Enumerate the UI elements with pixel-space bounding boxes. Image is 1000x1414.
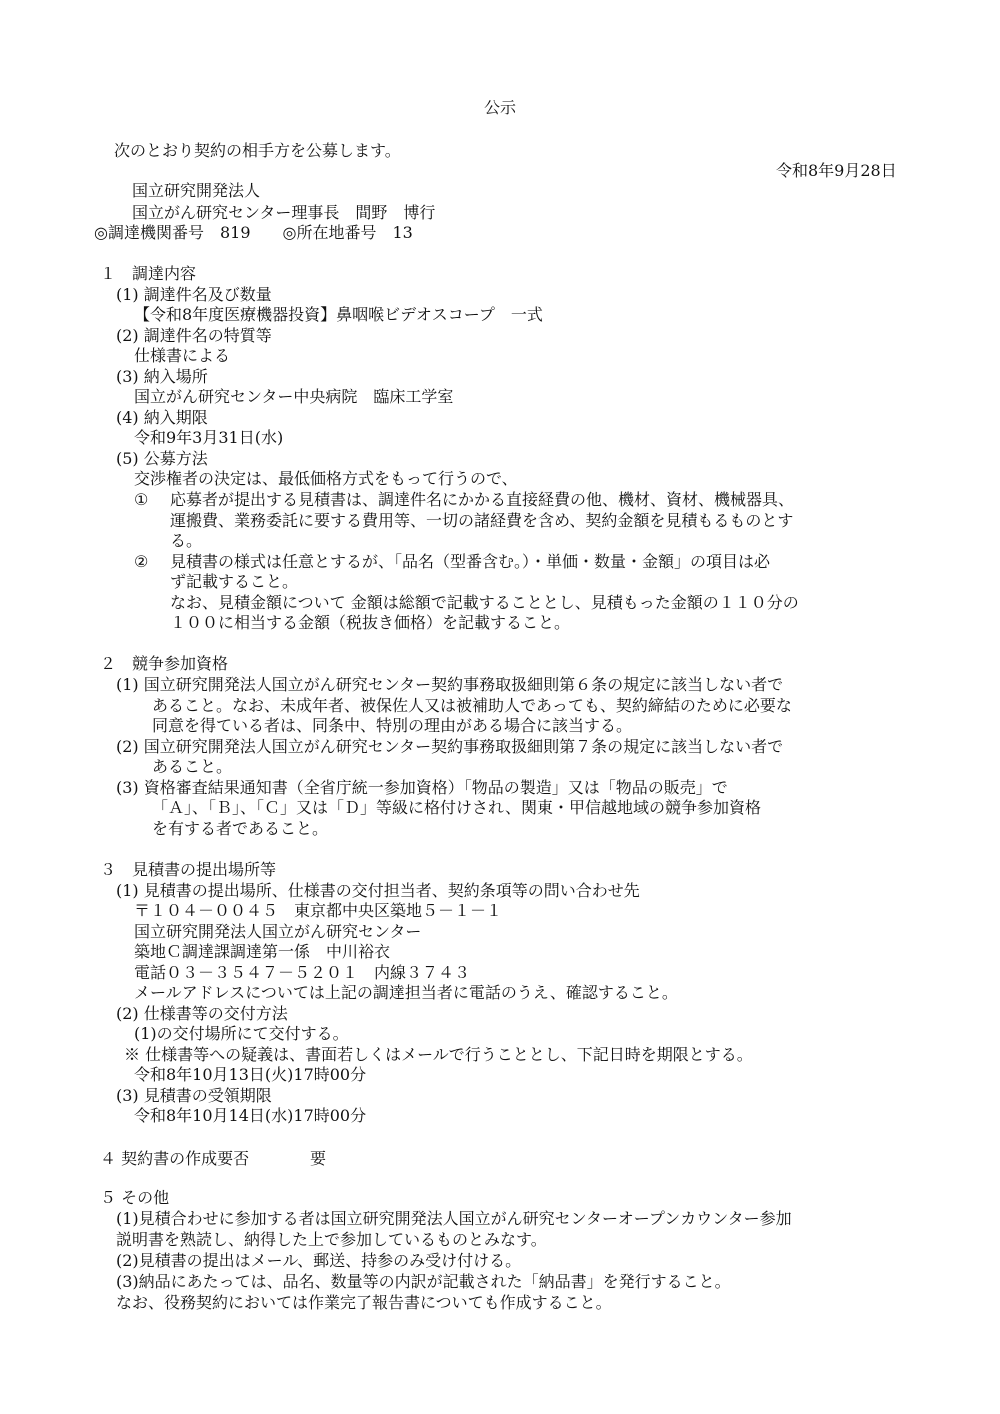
section-2-heading: ２ 競争参加資格 (100, 654, 229, 673)
s3-item2-note: ※ 仕様書等への疑義は、書面若しくはメールで行うこととし、下記日時を期限とする。 (124, 1045, 753, 1064)
s3-item1-label: (1) 見積書の提出場所、仕様書の交付担当者、契約条項等の問い合わせ先 (116, 881, 640, 900)
s1-item3-label: (3) 納入場所 (116, 367, 208, 386)
s1-item3-value: 国立がん研究センター中央病院 臨床工学室 (134, 387, 454, 406)
section-3-heading: ３ 見積書の提出場所等 (100, 860, 277, 879)
s2-p1-line-2: あること。なお、未成年者、被保佐人又は被補助人であっても、契約締結のために必要な (152, 696, 792, 715)
s3-org: 国立研究開発法人国立がん研究センター (134, 922, 422, 941)
s1-item4-value: 令和9年3月31日(水) (134, 428, 284, 447)
s1-item1-value: 【令和8年度医療機器投資】鼻咽喉ビデオスコープ 一式 (134, 305, 543, 324)
s5-p3-line-2: なお、役務契約においては作業完了報告書についても作成すること。 (116, 1293, 612, 1312)
s5-p2: (2)見積書の提出はメール、郵送、持参のみ受け付ける。 (116, 1251, 522, 1270)
s3-mail-note: メールアドレスについては上記の調達担当者に電話のうえ、確認すること。 (134, 983, 678, 1002)
s2-p2-line-2: あること。 (152, 757, 233, 776)
s3-address: 〒１０４－００４５ 東京都中央区築地５－１－１ (134, 901, 503, 920)
clause-2-line-1: 見積書の様式は任意とするが、「品名（型番含む。）・単価・数量・金額」の項目は必 (170, 552, 771, 571)
section-5-heading: ５ その他 (100, 1188, 170, 1207)
agency-codes: ◎調達機関番号 819 ◎所在地番号 13 (94, 223, 413, 242)
s1-item2-label: (2) 調達件名の特質等 (116, 326, 272, 345)
s1-item2-value: 仕様書による (134, 346, 231, 365)
s5-p1-line-1: (1)見積合わせに参加する者は国立研究開発法人国立がん研究センターオープンカウンター参加 (116, 1209, 792, 1228)
s3-phone: 電話０３－３５４７－５２０１ 内線３７４３ (134, 963, 471, 982)
s2-p3-line-3: を有する者であること。 (152, 819, 329, 838)
org-name: 国立研究開発法人 (132, 181, 261, 200)
s2-p3-line-1: (3) 資格審査結果通知書（全省庁統一参加資格）「物品の製造」又は「物品の販売」で (116, 778, 728, 797)
s5-p1-line-2: 説明書を熟読し、納得した上で参加しているものとみなす。 (116, 1230, 547, 1249)
clause-1-line-2: 運搬費、業務委託に要する費用等、一切の諸経費を含め、契約金額を見積もるものとす (170, 511, 794, 530)
notice-date: 令和8年9月28日 (776, 161, 897, 180)
s3-item3-label: (3) 見積書の受領期限 (116, 1086, 272, 1105)
s1-item5-label: (5) 公募方法 (116, 449, 208, 468)
section-4-heading: ４ 契約書の作成要否 (100, 1149, 250, 1168)
s3-item2-deadline: 令和8年10月13日(火)17時00分 (134, 1065, 367, 1084)
s2-p2-line-1: (2) 国立研究開発法人国立がん研究センター契約事務取扱細則第７条の規定に該当しない者で (116, 737, 784, 756)
s3-item2-value: (1)の交付場所にて交付する。 (134, 1024, 349, 1043)
page-title: 公示 (484, 98, 517, 117)
s3-item3-value: 令和8年10月14日(水)17時00分 (134, 1106, 367, 1125)
s2-p3-line-2: 「Ａ」、「Ｂ」、「Ｃ」又は「Ｄ」等級に格付けされ、関東・甲信越地域の競争参加資格 (152, 798, 761, 817)
clause-2-line-3: なお、見積金額について 金額は総額で記載することとし、見積もった金額の１１０分の (170, 593, 799, 612)
org-head: 国立がん研究センター理事長 間野 博行 (132, 203, 436, 222)
clause-2-line-4: １００に相当する金額（税抜き価格）を記載すること。 (170, 613, 571, 632)
s4-value: 要 (310, 1149, 327, 1168)
clause-1-marker: ① (134, 490, 149, 509)
section-1-heading: １ 調達内容 (100, 264, 197, 283)
s2-p1-line-1: (1) 国立研究開発法人国立がん研究センター契約事務取扱細則第６条の規定に該当しない者で (116, 675, 784, 694)
s2-p1-line-3: 同意を得ている者は、同条中、特別の理由がある場合に該当する。 (152, 716, 633, 735)
s5-p3: (3)納品にあたっては、品名、数量等の内訳が記載された「納品書」を発行すること。 (116, 1272, 731, 1291)
clause-1-line-3: る。 (170, 531, 203, 550)
s1-item1-label: (1) 調達件名及び数量 (116, 285, 272, 304)
clause-1-line-1: 応募者が提出する見積書は、調達件名にかかる直接経費の他、機材、資材、機械器具、 (170, 490, 795, 509)
intro-text: 次のとおり契約の相手方を公募します。 (114, 141, 401, 160)
s1-item5-lead: 交渉権者の決定は、最低価格方式をもって行うので、 (134, 469, 518, 488)
s1-item4-label: (4) 納入期限 (116, 408, 208, 427)
clause-2-marker: ② (134, 552, 149, 571)
s3-item2-label: (2) 仕様書等の交付方法 (116, 1004, 288, 1023)
clause-2-line-2: ず記載すること。 (170, 572, 299, 591)
s3-person: 築地Ｃ調達課調達第一係 中川裕衣 (134, 942, 391, 961)
